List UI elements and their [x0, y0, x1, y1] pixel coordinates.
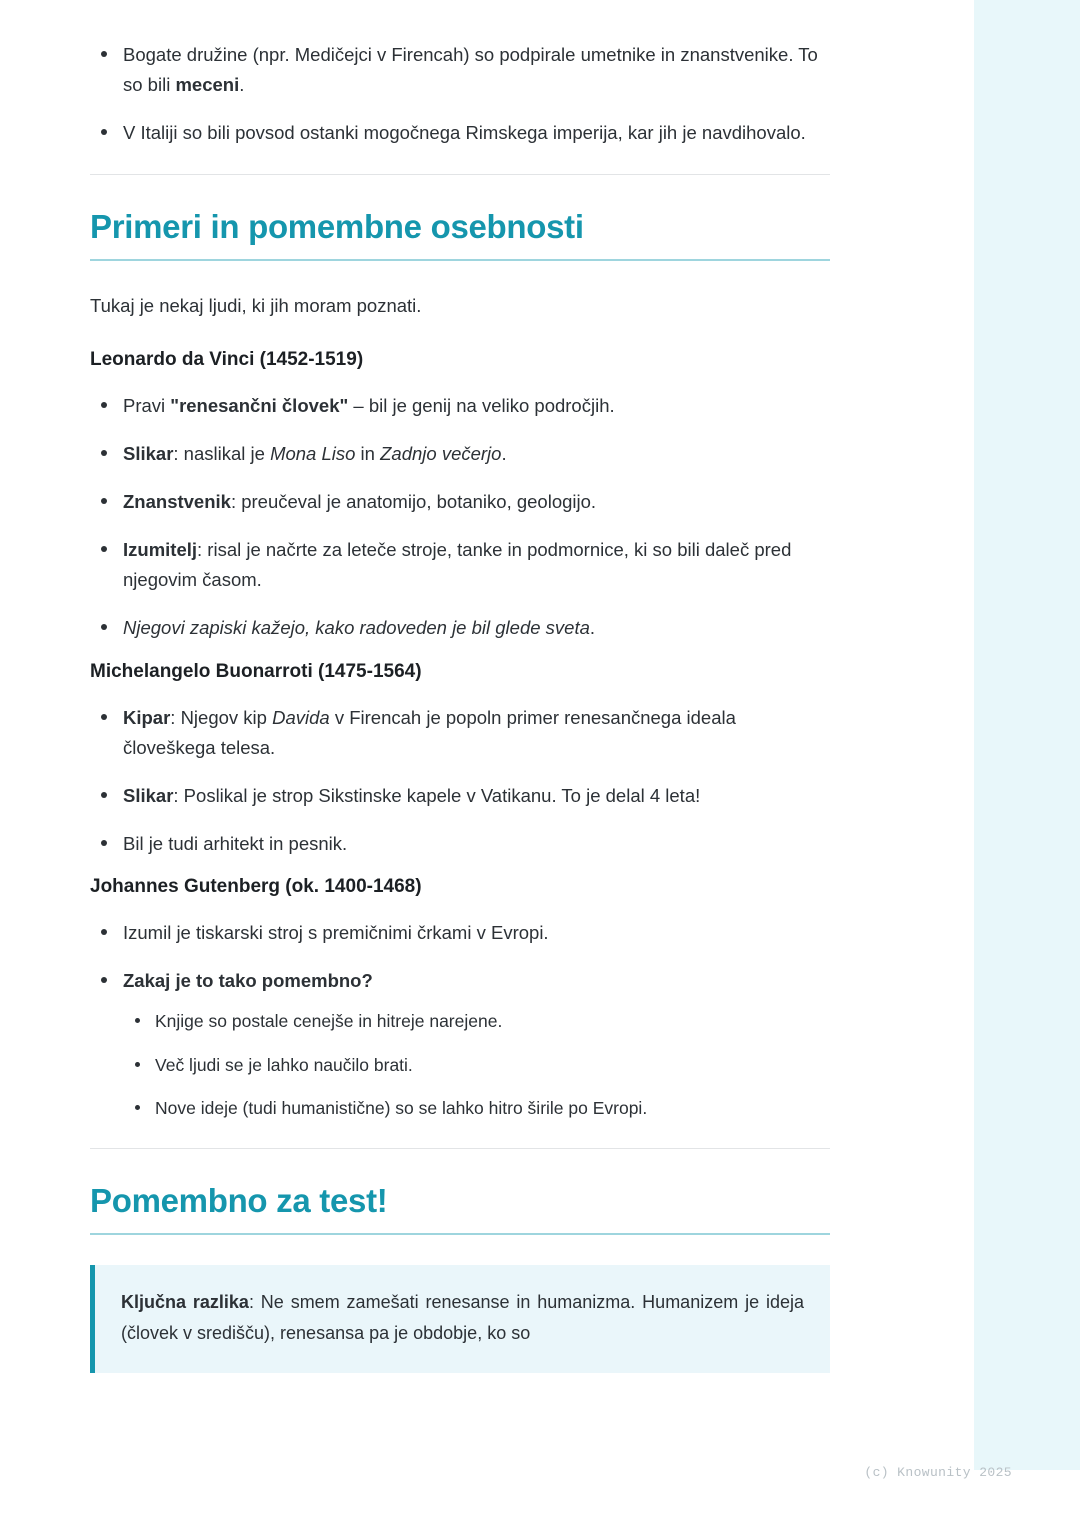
bullet-text-segment: Pravi: [123, 394, 171, 416]
bullet-text-segment: Bogate družine (npr. Medičejci v Firencah) so podpirale umetnike in znanstvenike. To so bili: [123, 44, 818, 95]
sub-list-item: Knjige so postale cenejše in hitreje narejene.: [123, 1008, 830, 1035]
section-intro-text: Tukaj je nekaj ljudi, ki jih moram poznati.: [90, 295, 422, 317]
callout-label: Ključna razlika: [121, 1292, 249, 1313]
bullet-text-segment: Izumil je tiskarski stroj s premičnimi črkami v Evropi.: [123, 922, 549, 944]
bullet-text-segment: Bil je tudi arhitekt in pesnik.: [123, 832, 348, 854]
list-item: [90, 613, 830, 643]
list-item: [90, 535, 830, 595]
callout-body: : Ne smem zamešati renesanse in humanizma. Humanizem je ideja (človek v središču), renesansa pa je obdobje, ko so: [121, 1292, 804, 1344]
watermark: (c) Knowunity 2025: [864, 1465, 1012, 1480]
bullet-text-segment: v Firencah je popoln primer renesančnega ideala človeškega telesa.: [123, 706, 736, 758]
list-item: [90, 918, 830, 948]
list-item: [90, 439, 830, 469]
bullet-text-bold: meceni: [175, 73, 240, 95]
bullet-text-segment: : risal je načrte za leteče stroje, tanke in podmornice, ki so bili daleč pred njegovim časom.: [123, 538, 792, 590]
bullet-text-bold: Slikar: [123, 442, 174, 464]
heading-underline: [90, 259, 830, 261]
key-difference-callout: [90, 1265, 830, 1373]
list-item: [90, 40, 830, 100]
person-heading-gutenberg: Johannes Gutenberg (ok. 1400-1468): [90, 876, 422, 898]
bullet-text-segment: : preučeval je anatomijo, botaniko, geologijo.: [230, 490, 597, 512]
sub-list-item: Več ljudi se je lahko naučilo brati.: [123, 1052, 830, 1079]
bullet-text-bold: Znanstvenik: [123, 490, 231, 512]
bullet-text-bold: Slikar: [123, 784, 174, 806]
list-item: [90, 966, 830, 1121]
list-item: [90, 829, 830, 859]
callout-text: [121, 1287, 804, 1349]
sub-bullet-list: [123, 1008, 830, 1121]
bullet-text-segment: .: [501, 442, 507, 464]
bullet-text-segment: V Italiji so bili povsod ostanki mogočnega Rimskega imperija, kar jih je navdihovalo.: [123, 121, 806, 143]
bullet-text-segment: in: [355, 442, 381, 464]
bullet-text-segment: .: [589, 616, 596, 638]
document-content: [90, 40, 830, 1373]
person-bullet-list-gutenberg: [90, 918, 830, 1121]
bullet-text-segment: – bil je genij na veliko področjih.: [348, 394, 615, 416]
list-item: [90, 118, 830, 148]
bullet-text-italic: Zadnjo večerjo: [380, 442, 502, 464]
decorative-side-strip: [974, 0, 1080, 1470]
bullet-text-italic: Davida: [272, 706, 330, 728]
list-item: [90, 703, 830, 763]
bullet-text-bold: Kipar: [123, 706, 171, 728]
section-heading-pomembno: Pomembno za test!: [90, 1181, 388, 1219]
person-bullet-list-leonardo: [90, 391, 830, 643]
bullet-text-italic: Mona Liso: [270, 442, 356, 464]
bullet-text-segment: : Poslikal je strop Sikstinske kapele v Vatikanu. To je delal 4 leta!: [173, 784, 701, 806]
top-bullet-list: [90, 40, 830, 148]
section-divider: [90, 174, 830, 175]
list-item: [90, 487, 830, 517]
bullet-text-bold: "renesančni človek": [170, 394, 349, 416]
bullet-text-bold: Zakaj je to tako pomembno?: [123, 970, 373, 992]
section-heading-primeri: Primeri in pomembne osebnosti: [90, 207, 584, 245]
sub-list-item: Nove ideje (tudi humanistične) so se lahko hitro širile po Evropi.: [123, 1095, 830, 1122]
list-item: [90, 781, 830, 811]
person-heading-leonardo: Leonardo da Vinci (1452-1519): [90, 348, 364, 370]
section-divider-2: [90, 1148, 830, 1149]
bullet-text-segment: : Njegov kip: [170, 706, 273, 728]
bullet-text-bold: Izumitelj: [123, 538, 198, 560]
bullet-text-segment: .: [239, 73, 245, 95]
person-bullet-list-michelangelo: [90, 703, 830, 859]
heading-underline-2: [90, 1233, 830, 1235]
bullet-text-segment: : naslikal je: [173, 442, 271, 464]
person-heading-michelangelo: Michelangelo Buonarroti (1475-1564): [90, 660, 422, 682]
list-item: [90, 391, 830, 421]
bullet-text-italic: Njegovi zapiski kažejo, kako radoveden je bil glede sveta: [123, 616, 590, 638]
